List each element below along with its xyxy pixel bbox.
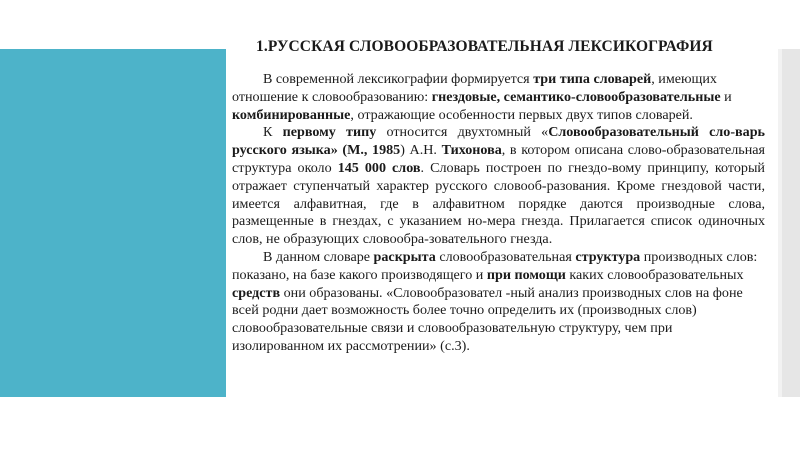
paragraph-three-dictionary-types: В современной лексикографии формируется три типа словарей, имеющих отношение к словообразованию: гнездовые, семантико-словообразовательные и комбинированные, отражающие особенности первых двух типов словарей.	[232, 71, 732, 123]
decorative-teal-panel	[0, 49, 226, 397]
slide-title: 1.РУССКАЯ СЛОВООБРАЗОВАТЕЛЬНАЯ ЛЕКСИКОГРАФИЯ	[256, 38, 713, 55]
paragraph-structure-description: В данном словаре раскрыта словообразовательная структура производных слов: показано, на базе какого производящего и при помощи каких словообразовательных средств они образованы. «Словообразовател -ный анализ производных слов на фоне всей родни дает возможность более точно определить их (производных слов) словообразовательные связи и словообразовательную структуру, чем при изолированном их рассмотрении» (с.3).	[232, 248, 758, 354]
slide-body	[232, 71, 765, 356]
decorative-side-strip	[782, 49, 800, 397]
paragraph-tikhonov-dictionary: К первому типу относится двухтомный «Словообразовательный сло-варь русского языка» (М., 1985) А.Н. Тихонова, в котором описана слово-образовательная структура около 145 000 слов. Словарь построен по гнездо-вому принципу, который отражает ступенчатый характер русского словооб-разования. Кроме гнездовой части, имеется алфавитная, где в алфавитном порядке даются производные слова, размещенные в гнездах, с указанием но-мера гнезда. Прилагается список одиночных слов, не образующих словообра-зовательного гнезда.	[232, 124, 765, 248]
